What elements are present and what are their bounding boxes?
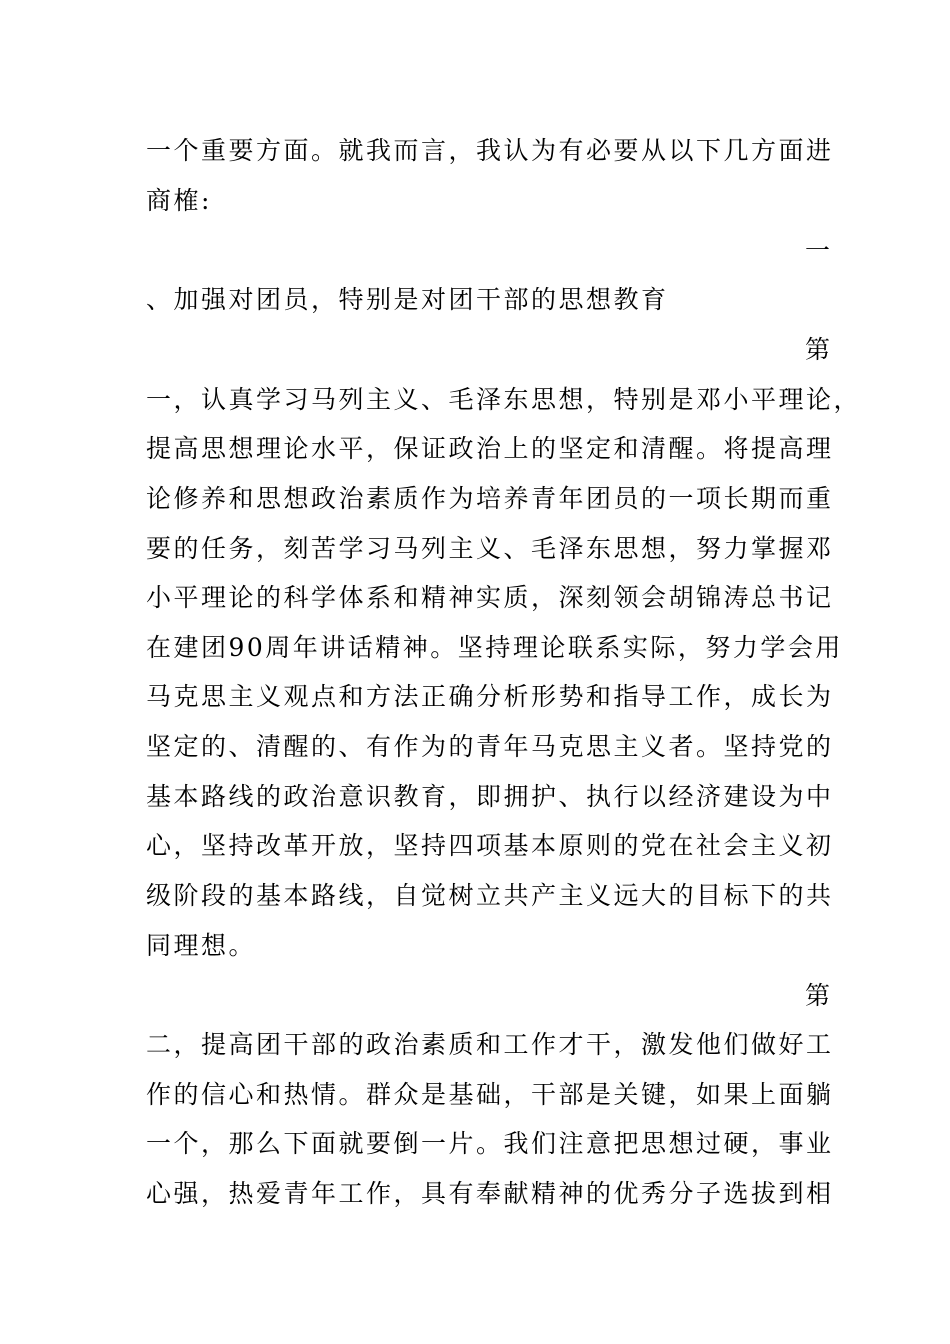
text-line: 心强，热爱青年工作，具有奉献精神的优秀分子选拔到相: [146, 1179, 834, 1208]
text-line: 同理想。: [146, 931, 257, 960]
text-line: 马克思主义观点和方法正确分析形势和指导工作，成长为: [146, 682, 834, 711]
text-line: 提高思想理论水平，保证政治上的坚定和清醒。将提高理: [146, 434, 834, 463]
section-heading: 、加强对团员，特别是对团干部的思想教育: [146, 285, 669, 314]
text-line: 小平理论的科学体系和精神实质，深刻领会胡锦涛总书记: [146, 583, 834, 612]
text-line: 要的任务，刻苦学习马列主义、毛泽东思想，努力掌握邓: [146, 534, 834, 563]
text-line: 级阶段的基本路线，自觉树立共产主义远大的目标下的共: [146, 881, 834, 910]
text-line: 心，坚持改革开放，坚持四项基本原则的党在社会主义初: [146, 831, 834, 860]
text-line: 一个重要方面。就我而言，我认为有必要从以下几方面进: [146, 136, 834, 165]
text-line: 二，提高团干部的政治素质和工作才干，激发他们做好工: [146, 1030, 834, 1059]
text-line: 商榷:: [146, 186, 212, 215]
text-line-right: 一: [804, 236, 830, 265]
text-line: 在建团90周年讲话精神。坚持理论联系实际，努力学会用: [146, 633, 843, 662]
text-line: 论修养和思想政治素质作为培养青年团员的一项长期而重: [146, 484, 834, 513]
text-line-right: 第: [804, 981, 830, 1010]
text-line: 坚定的、清醒的、有作为的青年马克思主义者。坚持党的: [146, 732, 834, 761]
text-line-right: 第: [804, 335, 830, 364]
text-line: 一个，那么下面就要倒一片。我们注意把思想过硬，事业: [146, 1129, 834, 1158]
text-line: 作的信心和热情。群众是基础，干部是关键，如果上面躺: [146, 1080, 834, 1109]
text-line: 基本路线的政治意识教育，即拥护、执行以经济建设为中: [146, 782, 834, 811]
text-line: 一，认真学习马列主义、毛泽东思想，特别是邓小平理论，: [146, 385, 862, 414]
